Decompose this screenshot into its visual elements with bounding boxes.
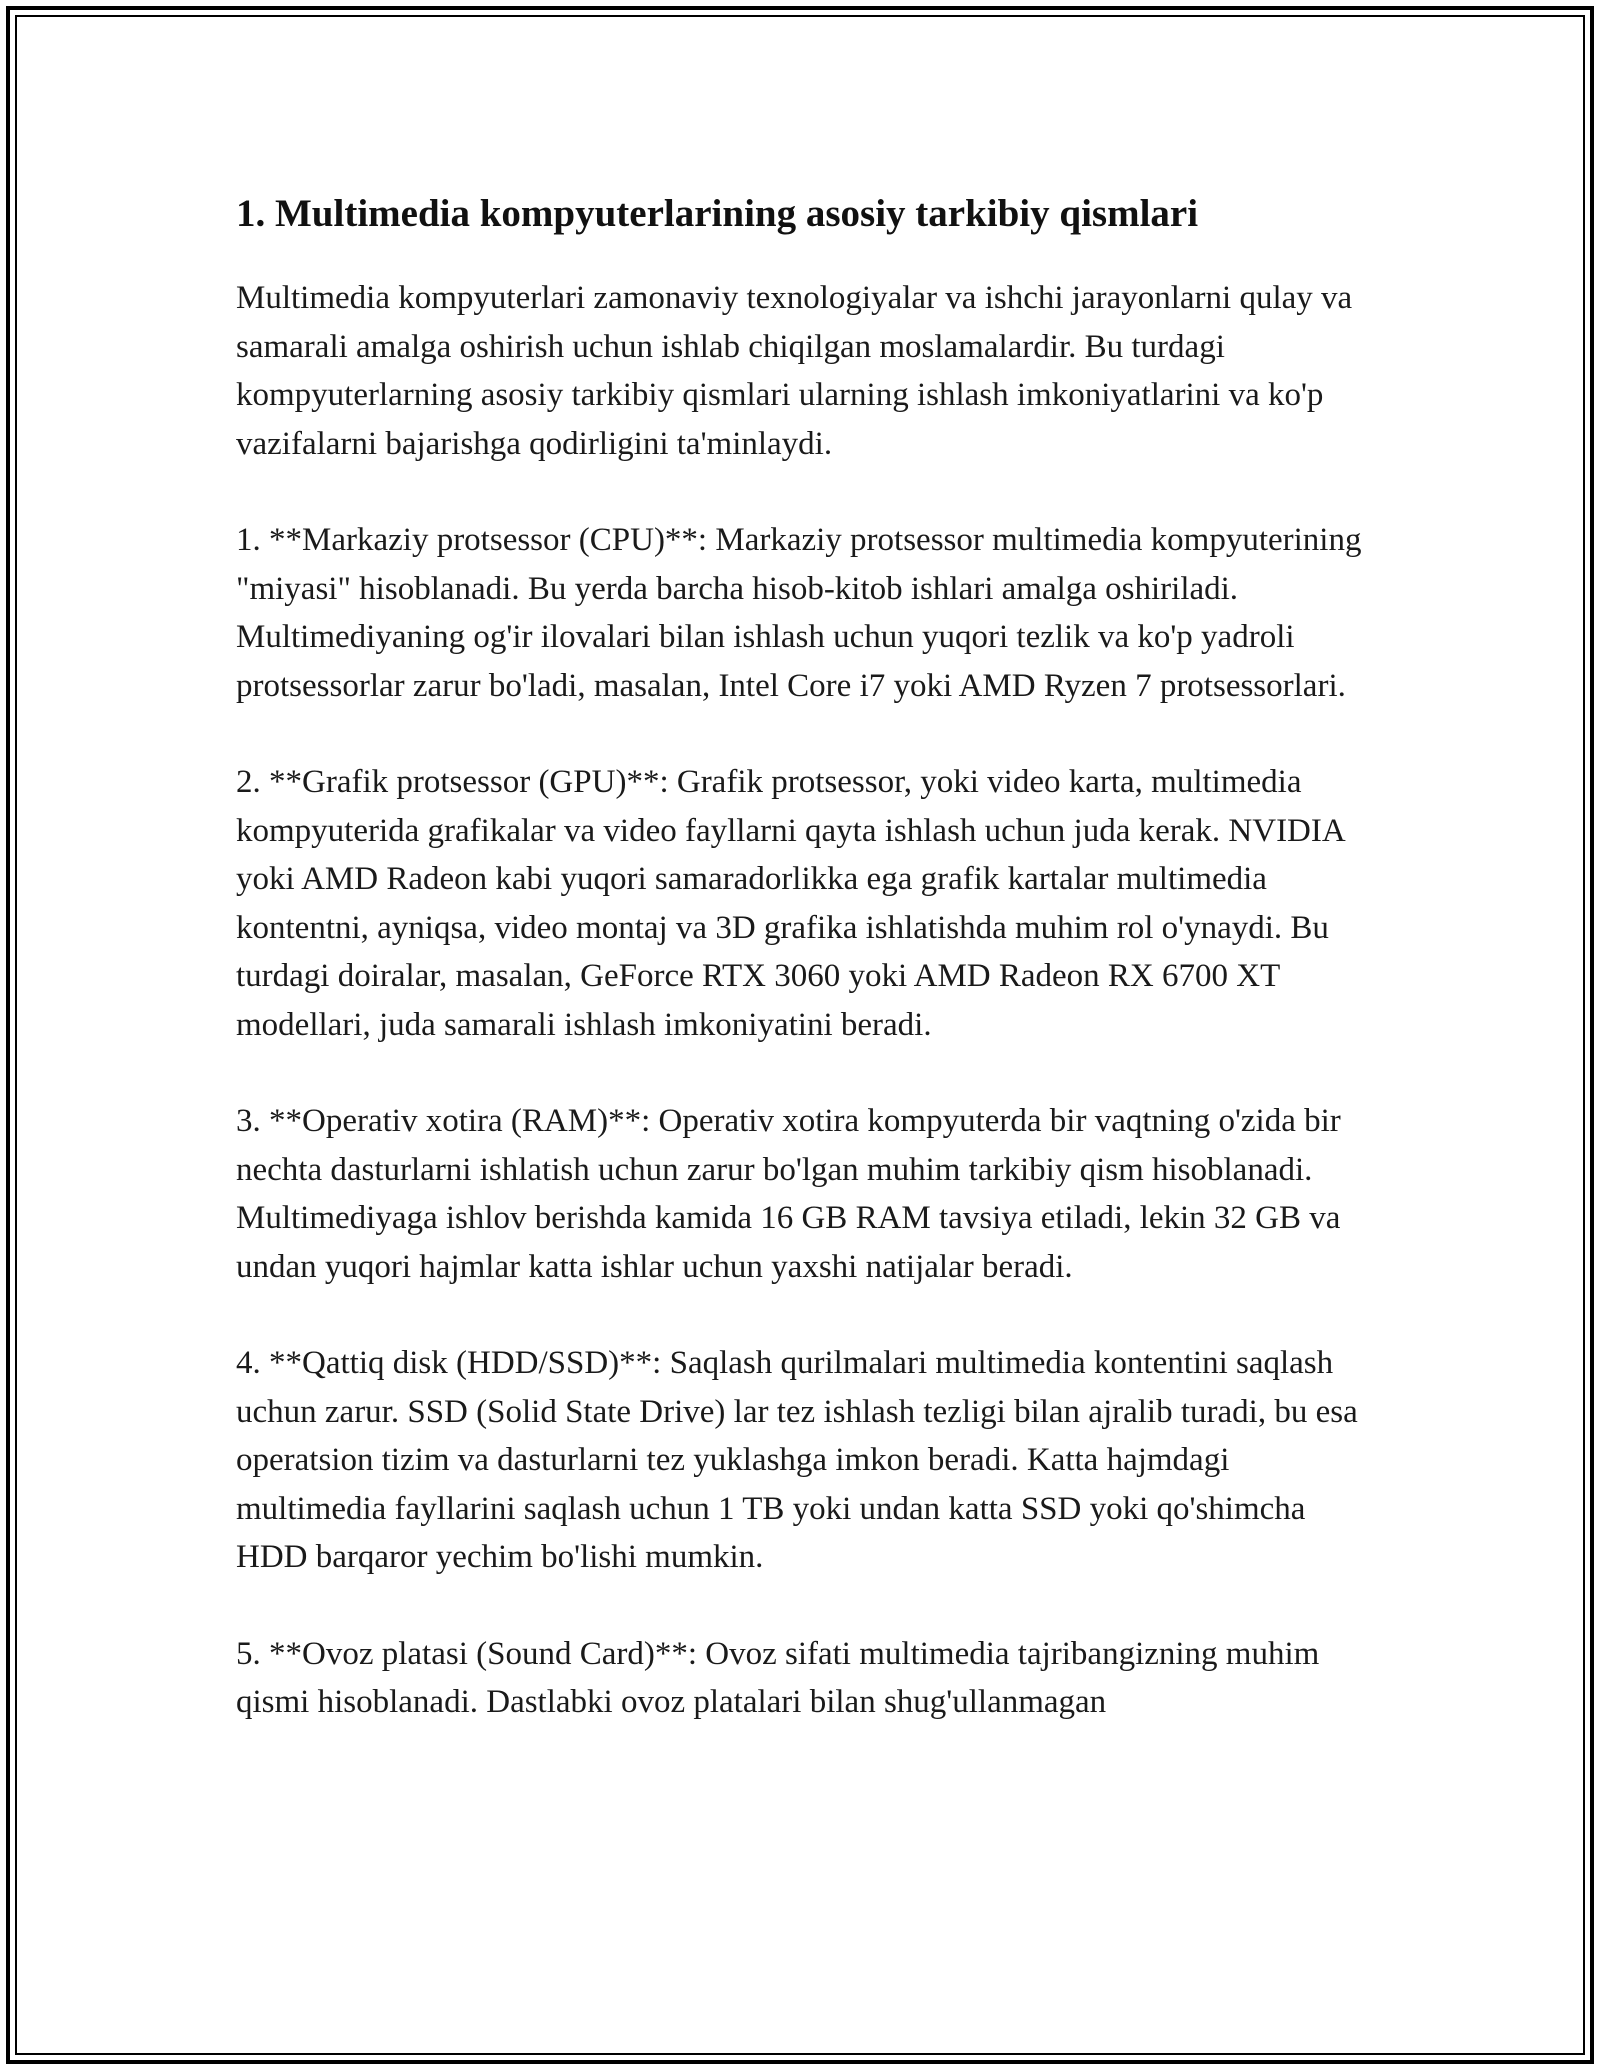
document-title: 1. Multimedia kompyuterlarining asosiy tarkibiy qismlari — [236, 192, 1199, 235]
paragraph-sound-card: 5. **Ovoz platasi (Sound Card)**: Ovoz sifati multimedia tajribangizning muhim qismi hisoblanadi. Dastlabki ovoz platalari bilan shug'ullanmagan — [236, 1635, 1320, 1720]
paragraph-cpu: 1. **Markaziy protsessor (CPU)**: Markaziy protsessor multimedia kompyuterining "miyasi" hisoblanadi. Bu yerda barcha hisob-kitob ishlari amalga oshiriladi. Multimediyaning og'ir ilovalari bilan ishlash uchun yuqori tezlik va ko'p yadroli protsessorlar zarur bo'ladi, masalan, Intel Core i7 yoki AMD Ryzen 7 protsessorlari. — [236, 522, 1362, 704]
paragraph-ram: 3. **Operativ xotira (RAM)**: Operativ xotira kompyuterda bir vaqtning o'zida bir nechta dasturlarni ishlatish uchun zarur bo'lgan muhim tarkibiy qism hisoblanadi. Multimediyaga ishlov berishda kamida 16 GB RAM tavsiya etiladi, lekin 32 GB va undan yuqori hajmlar katta ishlar uchun yaxshi natijalar beradi. — [236, 1103, 1341, 1285]
paragraph-gpu: 2. **Grafik protsessor (GPU)**: Grafik protsessor, yoki video karta, multimedia kompyuterida grafikalar va video fayllarni qayta ishlash uchun juda kerak. NVIDIA yoki AMD Radeon kabi yuqori samaradorlikka ega grafik kartalar multimedia kontentni, ayniqsa, video montaj va 3D grafika ishlatishda muhim rol o'ynaydi. Bu turdagi doiralar, masalan, GeForce RTX 3060 yoki AMD Radeon RX 6700 XT modellari, juda samarali ishlash imkoniyatini beradi. — [236, 764, 1344, 1043]
document-body — [236, 180, 1376, 1775]
paragraph-intro: Multimedia kompyuterlari zamonaviy texnologiyalar va ishchi jarayonlarni qulay va samarali amalga oshirish uchun ishlab chiqilgan moslamalardir. Bu turdagi kompyuterlarning asosiy tarkibiy qismlari ularning ishlash imkoniyatlarini va ko'p vazifalarni bajarishga qodirligini ta'minlaydi. — [236, 280, 1353, 462]
paragraph-storage: 4. **Qattiq disk (HDD/SSD)**: Saqlash qurilmalari multimedia kontentini saqlash uchun zarur. SSD (Solid State Drive) lar tez ishlash tezligi bilan ajralib turadi, bu esa operatsion tizim va dasturlarni tez yuklashga imkon beradi. Katta hajmdagi multimedia fayllarini saqlash uchun 1 TB yoki undan katta SSD yoki qo'shimcha HDD barqaror yechim bo'lishi mumkin. — [236, 1345, 1358, 1575]
